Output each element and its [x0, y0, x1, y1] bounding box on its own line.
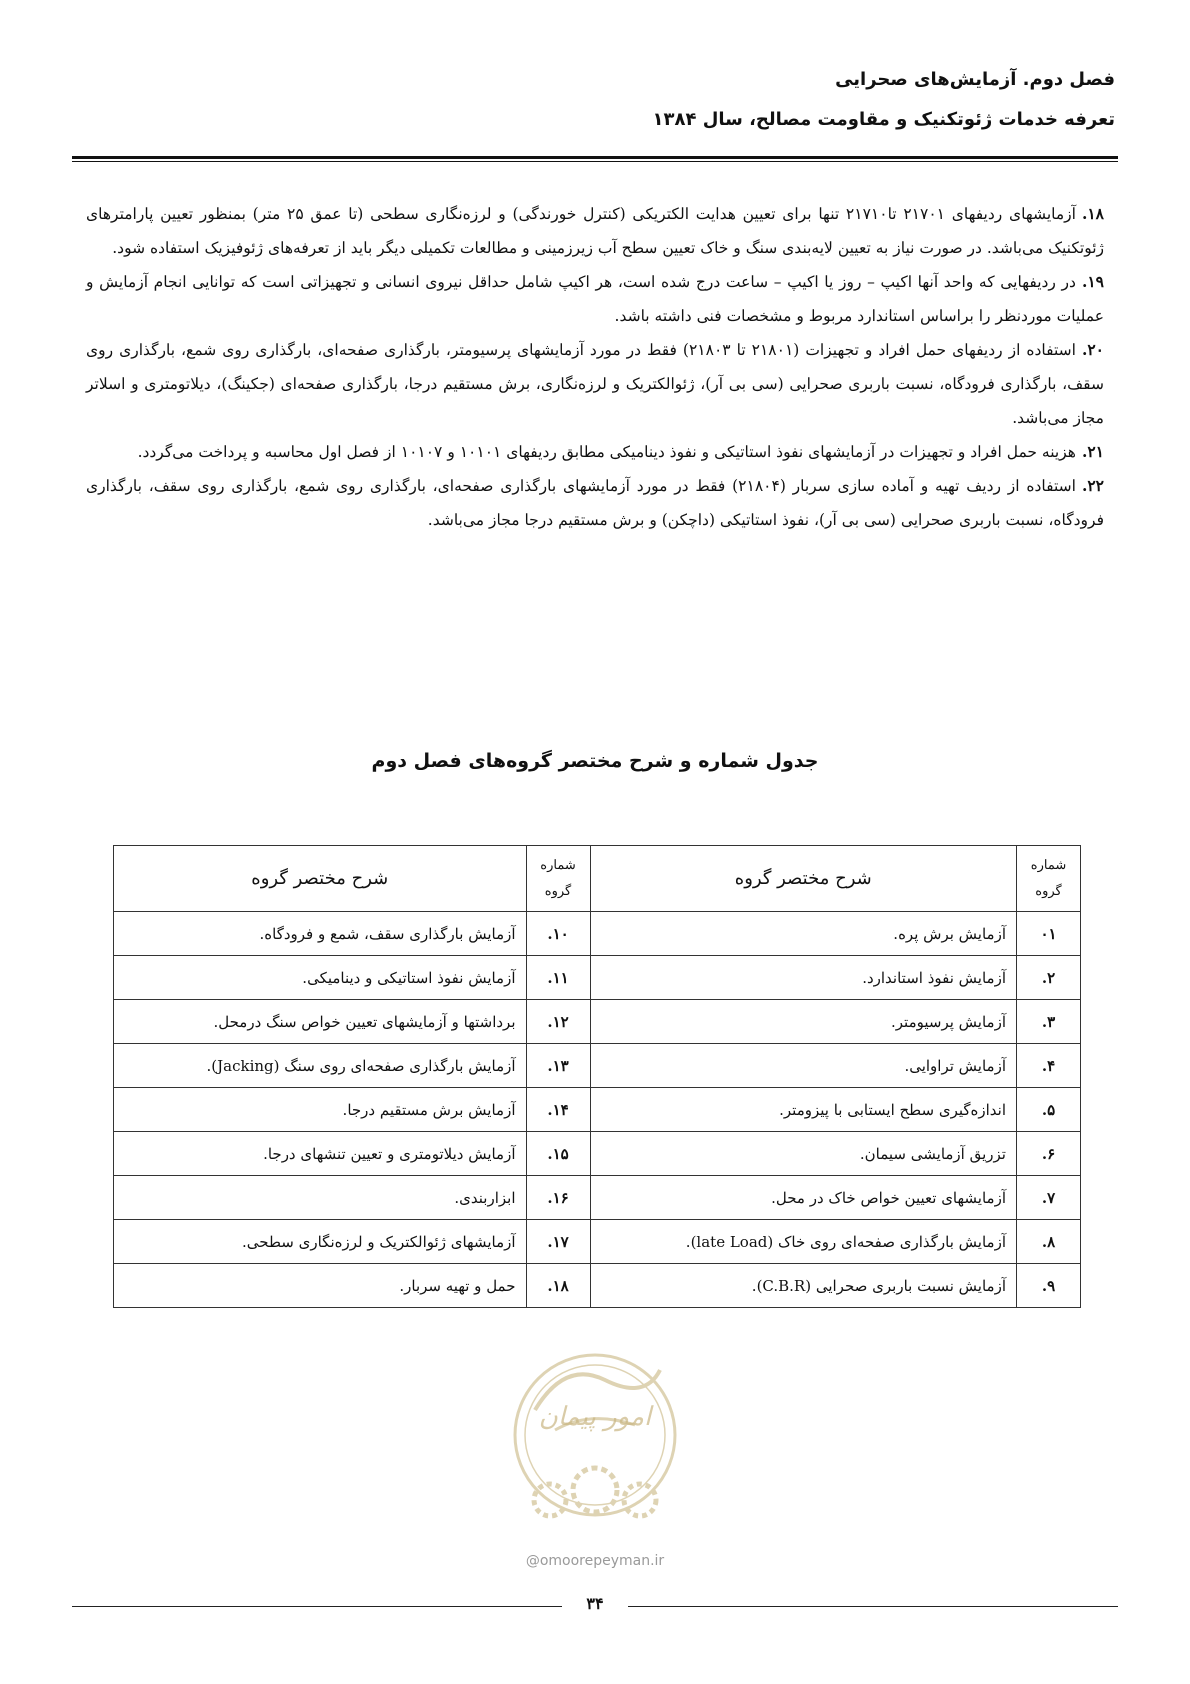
page-header	[75, 60, 1115, 140]
group-description: آزمایش تراوایی.	[590, 1044, 1016, 1088]
group-number: ۶.	[1017, 1132, 1081, 1176]
group-description: آزمایش پرسیومتر.	[590, 1000, 1016, 1044]
note-number: ۲۱.	[1081, 442, 1104, 461]
groups-table	[113, 845, 1081, 1308]
note-item	[86, 197, 1104, 265]
column-header-description: شرح مختصر گروه	[590, 846, 1016, 912]
group-description: حمل و تهیه سربار.	[114, 1264, 527, 1308]
header-divider	[72, 156, 1118, 162]
chapter-title: فصل دوم. آزمایش‌های صحرایی	[835, 69, 1115, 90]
note-text: استفاده از ردیف تهیه و آماده سازی سربار (۲۱۸۰۴) فقط در مورد آزمایشهای بارگذاری صفحه‌ای، بارگذاری روی شمع، بارگذاری روی سقف، بارگذاری فرودگاه، نسبت باربری صحرایی (سی بی آر)، نفوذ استاتیکی (داچکن) و برش مستقیم درجا مجاز می‌باشد.	[86, 477, 1104, 529]
group-description: ابزاربندی.	[114, 1176, 527, 1220]
group-description: آزمایش نسبت باربری صحرایی (C.B.R).	[590, 1264, 1016, 1308]
group-description: آزمایش نفوذ استاتیکی و دینامیکی.	[114, 956, 527, 1000]
group-description: آزمایش نفوذ استاندارد.	[590, 956, 1016, 1000]
note-text: در ردیفهایی که واحد آنها اکیپ – روز یا اکیپ – ساعت درج شده است، هر اکیپ شامل حداقل نیروی انسانی و تجهیزاتی است که توانایی انجام آزمایش و عملیات موردنظر را براساس استاندارد مربوط و مشخصات فنی داشته باشد.	[86, 273, 1104, 325]
group-number: ۳.	[1017, 1000, 1081, 1044]
column-header-number-line2: گروه	[544, 883, 572, 899]
column-header-number-line1: شماره	[540, 857, 576, 873]
group-description: آزمایشهای ژئوالکتریک و لرزه‌نگاری سطحی.	[114, 1220, 527, 1264]
group-description: آزمایش بارگذاری سقف، شمع و فرودگاه.	[114, 912, 527, 956]
table-row	[114, 912, 1081, 956]
group-description: تزریق آزمایشی سیمان.	[590, 1132, 1016, 1176]
table-title: جدول شماره و شرح مختصر گروه‌های فصل دوم	[371, 750, 819, 772]
table-row	[114, 1220, 1081, 1264]
watermark-logo-icon	[495, 1340, 695, 1550]
group-number: ۱۶.	[526, 1176, 590, 1220]
notes-section	[86, 197, 1104, 537]
table-row	[114, 1044, 1081, 1088]
group-description: آزمایش بارگذاری صفحه‌ای روی خاک (late Load).	[590, 1220, 1016, 1264]
footer-line-right	[628, 1606, 1118, 1607]
note-number: ۲۲.	[1081, 476, 1104, 495]
group-description: آزمایش برش پره.	[590, 912, 1016, 956]
group-number: ۱۱.	[526, 956, 590, 1000]
group-number: ۷.	[1017, 1176, 1081, 1220]
note-number: ۱۹.	[1081, 272, 1104, 291]
column-header-description: شرح مختصر گروه	[114, 846, 527, 912]
group-description: آزمایش دیلاتومتری و تعیین تنشهای درجا.	[114, 1132, 527, 1176]
table-row	[114, 1264, 1081, 1308]
note-item	[86, 469, 1104, 537]
note-item	[86, 265, 1104, 333]
table-row	[114, 1088, 1081, 1132]
note-number: ۱۸.	[1081, 204, 1105, 223]
group-number: ۱۸.	[526, 1264, 590, 1308]
column-header-number	[1017, 846, 1081, 912]
group-number: ۹.	[1017, 1264, 1081, 1308]
group-description: آزمایشهای تعیین خواص خاک در محل.	[590, 1176, 1016, 1220]
group-number: ۴.	[1017, 1044, 1081, 1088]
book-title: تعرفه خدمات ژئوتکنیک و مقاومت مصالح، سال ۱۳۸۴	[652, 109, 1115, 130]
group-number: ۱۰.	[526, 912, 590, 956]
watermark-brand: امور پیمان	[538, 1402, 652, 1432]
group-number: ۰۱	[1017, 912, 1081, 956]
note-number: ۲۰.	[1081, 340, 1105, 359]
note-text: هزینه حمل افراد و تجهیزات در آزمایشهای نفوذ استاتیکی و نفوذ دینامیکی مطابق ردیفهای ۱۰۱۰۱ و ۱۰۱۰۷ از فصل اول محاسبه و پرداخت می‌گردد.	[137, 443, 1076, 461]
note-text: آزمایشهای ردیفهای ۲۱۷۰۱ تا۲۱۷۱۰ تنها برای تعیین هدایت الکتریکی (کنترل خورندگی) و لرزه‌نگاری سطحی (تا عمق ۲۵ متر) بمنظور تعیین پارامترهای ژئوتکنیک می‌باشد. در صورت نیاز به تعیین لایه‌بندی سنگ و خاک تعیین سطح آب زیرزمینی و مطالعات تکمیلی دیگر باید از تعرفه‌های ژئوفیزیک استفاده شود.	[86, 205, 1104, 257]
watermark-site: @omoorepeyman.ir	[525, 1553, 665, 1569]
column-header-number-line2: گروه	[1035, 883, 1062, 899]
group-number: ۲.	[1017, 956, 1081, 1000]
group-description: آزمایش برش مستقیم درجا.	[114, 1088, 527, 1132]
note-text: استفاده از ردیفهای حمل افراد و تجهیزات (۲۱۸۰۱ تا ۲۱۸۰۳) فقط در مورد آزمایشهای پرسیومتر، بارگذاری صفحه‌ای، بارگذاری روی شمع، بارگذاری روی سقف، بارگذاری فرودگاه، نسبت باربری صحرایی (سی بی آر)، ژئوالکتریک و لرزه‌نگاری، برش مستقیم درجا، بارگذاری صفحه‌ای (جکینگ)، دیلاتومتری و اسلاتر مجاز می‌باشد.	[86, 341, 1104, 427]
table-row	[114, 956, 1081, 1000]
column-header-number	[526, 846, 590, 912]
table-row	[114, 1132, 1081, 1176]
group-number: ۵.	[1017, 1088, 1081, 1132]
column-header-number-line1: شماره	[1030, 857, 1067, 873]
group-description: آزمایش بارگذاری صفحه‌ای روی سنگ (Jacking).	[114, 1044, 527, 1088]
group-number: ۱۳.	[526, 1044, 590, 1088]
note-item	[86, 333, 1104, 435]
group-number: ۱۷.	[526, 1220, 590, 1264]
group-description: اندازه‌گیری سطح ایستابی با پیزومتر.	[590, 1088, 1016, 1132]
table-row	[114, 1176, 1081, 1220]
page-footer	[72, 1594, 1118, 1618]
page-number: ۳۴	[586, 1594, 604, 1613]
table-header-row	[114, 846, 1081, 912]
group-number: ۱۲.	[526, 1000, 590, 1044]
table-row	[114, 1000, 1081, 1044]
group-number: ۸.	[1017, 1220, 1081, 1264]
note-item	[86, 435, 1104, 469]
group-number: ۱۵.	[526, 1132, 590, 1176]
group-number: ۱۴.	[526, 1088, 590, 1132]
group-description: برداشتها و آزمایشهای تعیین خواص سنگ درمحل.	[114, 1000, 527, 1044]
